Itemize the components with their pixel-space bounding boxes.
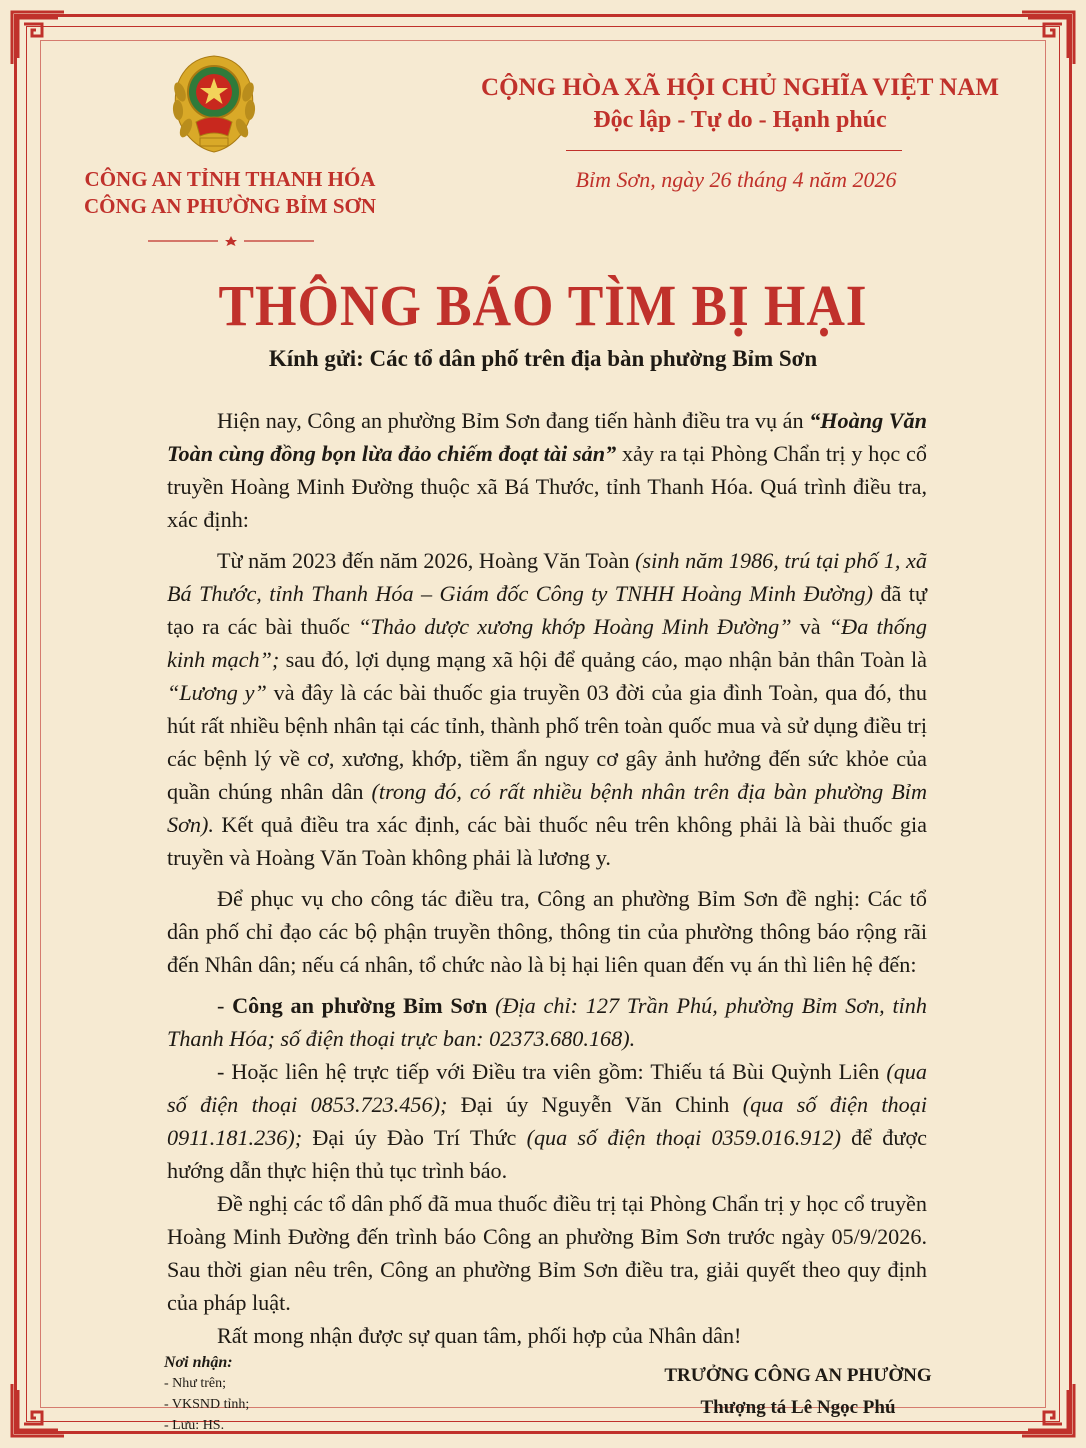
signer-name: Thượng tá Lê Ngọc Phú [700, 1397, 896, 1418]
corner-ornament-icon [8, 8, 68, 68]
document-body [167, 404, 927, 1352]
contact-investigators: - Hoặc liên hệ trực tiếp với Điều tra viên gồm: Thiếu tá Bùi Quỳnh Liên (qua số điện thoại 0853.723.456); Đại úy Nguyễn Văn Chinh (qua số điện thoại 0911.181.236); Đại úy Đào Trí Thức (qua số điện thoại 0359.016.912) để được hướng dẫn thực hiện thủ tục trình báo. [167, 1059, 927, 1183]
corner-ornament-icon [8, 1380, 68, 1440]
recipient-item: - Lưu: HS. [164, 1418, 225, 1433]
recipient-item: - Như trên; [164, 1376, 227, 1391]
corner-ornament-icon [1018, 1380, 1078, 1440]
case-name: “Hoàng Văn Toàn cùng đồng bọn lừa đảo chiếm đoạt tài sản” [167, 408, 927, 466]
agency-ward: CÔNG AN PHƯỜNG BỈM SƠN [83, 194, 377, 218]
paragraph-findings: Từ năm 2023 đến năm 2026, Hoàng Văn Toàn (sinh năm 1986, trú tại phố 1, xã Bá Thước, tỉnh Thanh Hóa – Giám đốc Công ty TNHH Hoàng Minh Đường) đã tự tạo ra các bài thuốc “Thảo dược xương khớp Hoàng Minh Đường” và “Đa thống kinh mạch”; sau đó, lợi dụng mạng xã hội để quảng cáo, mạo nhận bản thân Toàn là “Lương y” và đây là các bài thuốc gia truyền 03 đời của gia đình Toàn, qua đó, thu hút rất nhiều bệnh nhân tại các tỉnh, thành phố trên toàn quốc mua và sử dụng điều trị các bệnh lý về cơ, xương, khớp, tiềm ẩn nguy cơ gây ảnh hưởng đến sức khỏe của quần chúng nhân dân (trong đó, có rất nhiều bệnh nhân trên địa bàn phường Bỉm Sơn). Kết quả điều tra xác định, các bài thuốc nêu trên không phải là bài thuốc gia truyền và Hoàng Văn Toàn không phải là lương y. [167, 548, 928, 870]
recipients-list [164, 1352, 249, 1436]
contact-police-station: - Công an phường Bỉm Sơn (Địa chỉ: 127 Trần Phú, phường Bỉm Sơn, tỉnh Thanh Hóa; số điện thoại trực ban: 02373.680.168). [167, 993, 927, 1051]
corner-ornament-icon [1018, 8, 1078, 68]
recipient-line: Kính gửi: Các tổ dân phố trên địa bàn phường Bỉm Sơn [268, 346, 818, 371]
signature-block [638, 1360, 958, 1424]
document-title: THÔNG BÁO TÌM BỊ HẠI [218, 273, 868, 338]
paragraph-deadline: Đề nghị các tổ dân phố đã mua thuốc điều trị tại Phòng Chẩn trị y học cổ truyền Hoàng Minh Đường đến trình báo Công an phường Bỉm Sơn trước ngày 05/9/2026. Sau thời gian nêu trên, Công an phường Bỉm Sơn điều tra, giải quyết theo quy định của pháp luật. [167, 1191, 927, 1315]
star-icon [225, 236, 237, 246]
police-emblem-icon [166, 52, 262, 156]
recipients-heading: Nơi nhận: [164, 1354, 233, 1371]
header-rule [566, 150, 902, 151]
paragraph-closing: Rất mong nhận được sự quan tâm, phối hợp của Nhân dân! [217, 1323, 742, 1348]
paragraph-request: Để phục vụ cho công tác điều tra, Công an phường Bỉm Sơn đề nghị: Các tổ dân phố chỉ đạo các bộ phận truyền thông, thông tin của phường thông báo rộng rãi đến Nhân dân; nếu cá nhân, tổ chức nào là bị hại liên quan đến vụ án thì liên hệ đến: [167, 886, 927, 977]
national-name: CỘNG HÒA XÃ HỘI CHỦ NGHĨA VIỆT NAM [481, 74, 999, 101]
place-date: Bỉm Sơn, ngày 26 tháng 4 năm 2026 [575, 167, 897, 192]
issuing-agency [72, 166, 388, 220]
star-divider [148, 236, 314, 246]
agency-province: CÔNG AN TỈNH THANH HÓA [84, 167, 376, 191]
national-motto: Độc lập - Tự do - Hạnh phúc [593, 107, 887, 133]
signer-position: TRƯỞNG CÔNG AN PHƯỜNG [664, 1365, 932, 1386]
national-header [470, 72, 1010, 136]
recipient-item: - VKSND tỉnh; [164, 1397, 250, 1412]
paragraph-intro: Hiện nay, Công an phường Bỉm Sơn đang tiến hành điều tra vụ án “Hoàng Văn Toàn cùng đồng bọn lừa đảo chiếm đoạt tài sản” xảy ra tại Phòng Chẩn trị y học cổ truyền Hoàng Minh Đường thuộc xã Bá Thước, tỉnh Thanh Hóa. Quá trình điều tra, xác định: [167, 408, 927, 532]
